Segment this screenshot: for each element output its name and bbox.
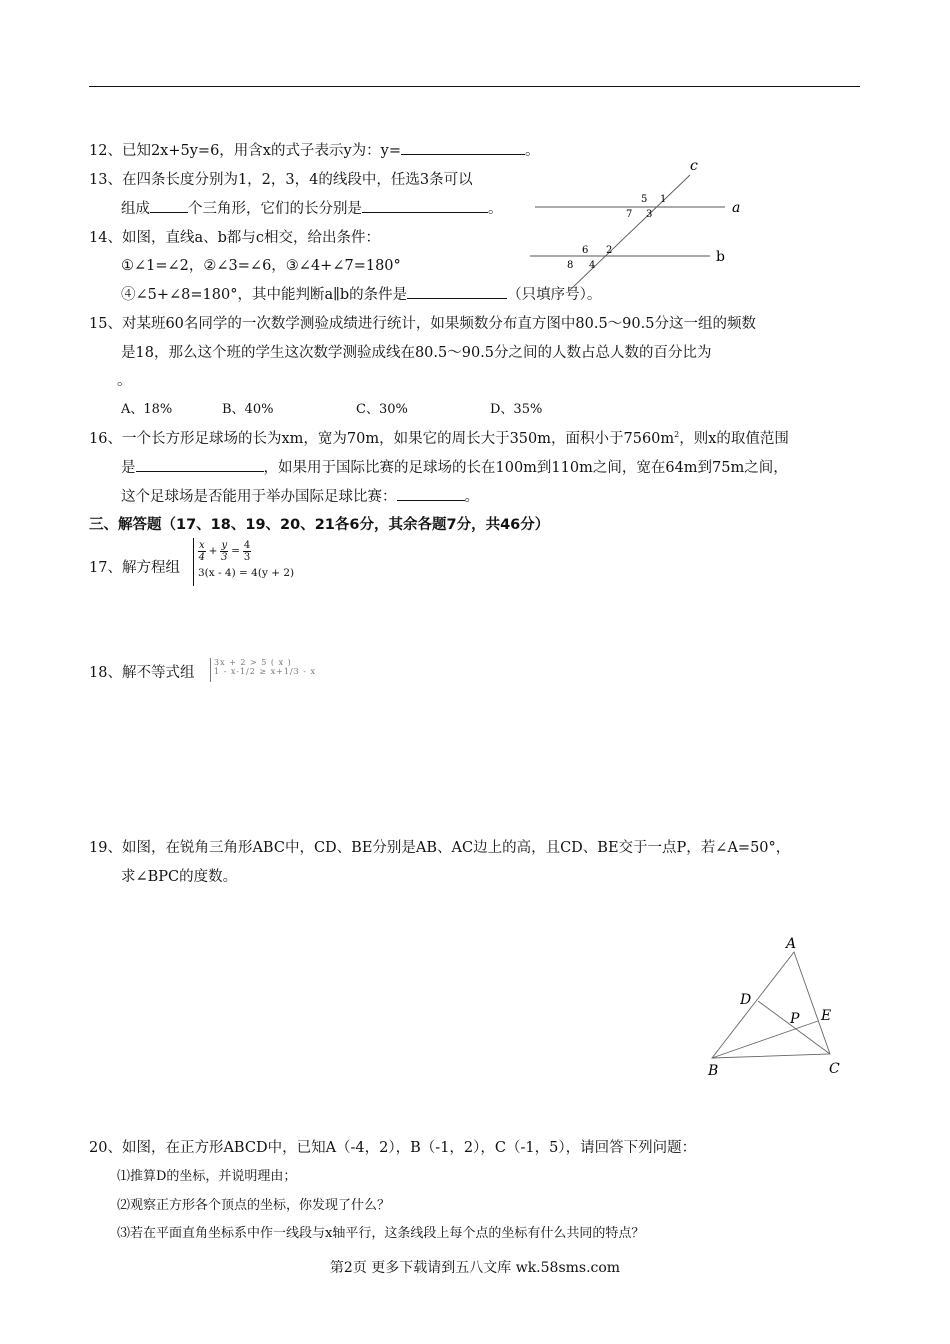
triangle-figure (695, 930, 855, 1085)
question-19-line2: 求∠BPC的度数。 (121, 869, 238, 885)
angle-5: 5 (641, 194, 648, 205)
question-19-line1: 19、如图，在锐角三角形ABC中，CD、BE分别是AB、AC边上的高，且CD、BE交于一点P，若∠A=50°， (89, 840, 791, 856)
altitude-be (712, 1021, 818, 1058)
triangle-abc (712, 952, 830, 1058)
question-13-line1: 13、在四条长度分别为1，2，3，4的线段中，任选3条可以 (89, 172, 473, 188)
section-heading: 三、解答题（17、18、19、20、21各6分，其余各题7分，共46分） (89, 517, 550, 533)
question-16-line2: 是 ，如果用于国际比赛的足球场的长在100m到110m之间，宽在64m到75m之间， (121, 456, 788, 477)
answer-blank-16a[interactable] (136, 457, 264, 472)
page-footer: 第2页 更多下载请到五八文库 wk.58sms.com (329, 1260, 621, 1276)
point-p-label: P (790, 1011, 800, 1027)
equation-row-1: $\frac{x}{4}$ + $\frac{y}{3}$ = $\frac{4}{3}$ (198, 539, 251, 563)
question-16-line3: 这个足球场是否能用于举办国际足球比赛： 。 (121, 485, 479, 506)
angle-2: 2 (606, 245, 613, 256)
question-15-line3: 。 (117, 373, 132, 389)
answer-blank-14[interactable] (407, 284, 507, 299)
label-a: a (732, 200, 741, 216)
point-e-label: E (821, 1008, 832, 1024)
answer-blank-13b[interactable] (362, 198, 488, 213)
option-a[interactable]: A、18% (121, 402, 173, 417)
angle-4: 4 (589, 260, 596, 271)
header-rule (89, 86, 860, 87)
question-14-line3: ④∠5+∠8=180°，其中能判断a∥b的条件是 （只填序号）。 (121, 283, 601, 304)
inequality-row-2: 1 - x-1/2 ≥ x+1/3 - x (214, 667, 317, 676)
label-c: c (690, 158, 698, 174)
question-15-line2: 是18，那么这个班的学生这次数学测验成线在80.5～90.5分之间的人数占总人数的百分比为 (121, 345, 712, 361)
question-16-line1: 16、一个长方形足球场的长为xm，宽为70m，如果它的周长大于350m，面积小于$7560m^2$，则x的取值范围 (89, 430, 789, 447)
answer-blank-16b[interactable] (397, 486, 465, 501)
question-20-sub3: ⑶若在平面直角坐标系中作一线段与x轴平行，这条线段上每个点的坐标有什么共同的特点？ (117, 1226, 645, 1241)
question-17-label: 17、解方程组 (89, 560, 180, 576)
fraction-4-over-3: $\frac{4}{3}$ (243, 539, 251, 563)
angle-6: 6 (582, 245, 589, 256)
parallel-lines-figure (520, 155, 750, 290)
inequality-row-1: 3x + 2 > 5 ( x ) (214, 658, 292, 667)
angle-7: 7 (626, 209, 633, 220)
question-14-line2: ①∠1=∠2，②∠3=∠6，③∠4+∠7=180° (121, 258, 401, 274)
equation-row-2: 3(x - 4) = 4(y + 2) (198, 567, 295, 579)
point-d-label: D (740, 992, 752, 1008)
angle-3: 3 (646, 209, 653, 220)
question-13-line2: 组成 个三角形，它们的长分别是 。 (121, 197, 503, 218)
inequality-system (210, 658, 316, 682)
question-20-sub2: ⑵观察正方形各个顶点的坐标，你发现了什么？ (117, 1198, 391, 1213)
question-20-line1: 20、如图，在正方形ABCD中，已知A（-4，2），B（-1，2），C（-1，5），请回答下列问题： (89, 1140, 697, 1156)
vertex-a-label: A (786, 936, 797, 952)
vertex-b-label: B (708, 1063, 719, 1079)
angle-8: 8 (567, 260, 574, 271)
fraction-x-over-4: $\frac{x}{4}$ (198, 539, 205, 563)
label-b: b (716, 249, 725, 265)
equation-system (193, 538, 294, 586)
answer-blank-13a[interactable] (150, 198, 188, 213)
option-d[interactable]: D、35% (490, 402, 543, 417)
question-18-label: 18、解不等式组 (89, 665, 195, 681)
question-20-sub1: ⑴推算D的坐标，并说明理由； (117, 1169, 297, 1184)
vertex-c-label: C (829, 1061, 840, 1077)
angle-1: 1 (660, 194, 667, 205)
question-15-line1: 15、对某班60名同学的一次数学测验成绩进行统计，如果频数分布直方图中80.5～90.5分这一组的频数 (89, 316, 756, 332)
question-14-line1: 14、如图，直线a、b都与c相交，给出条件： (89, 230, 380, 246)
question-12: 12、已知2x+5y=6，用含x的式子表示y为：y= 。 (89, 139, 540, 160)
answer-blank-12[interactable] (401, 140, 525, 155)
option-c[interactable]: C、30% (356, 402, 408, 417)
line-c (570, 175, 690, 290)
option-b[interactable]: B、40% (222, 402, 274, 417)
altitude-cd (758, 1001, 830, 1054)
fraction-y-over-3: $\frac{y}{3}$ (221, 539, 228, 563)
